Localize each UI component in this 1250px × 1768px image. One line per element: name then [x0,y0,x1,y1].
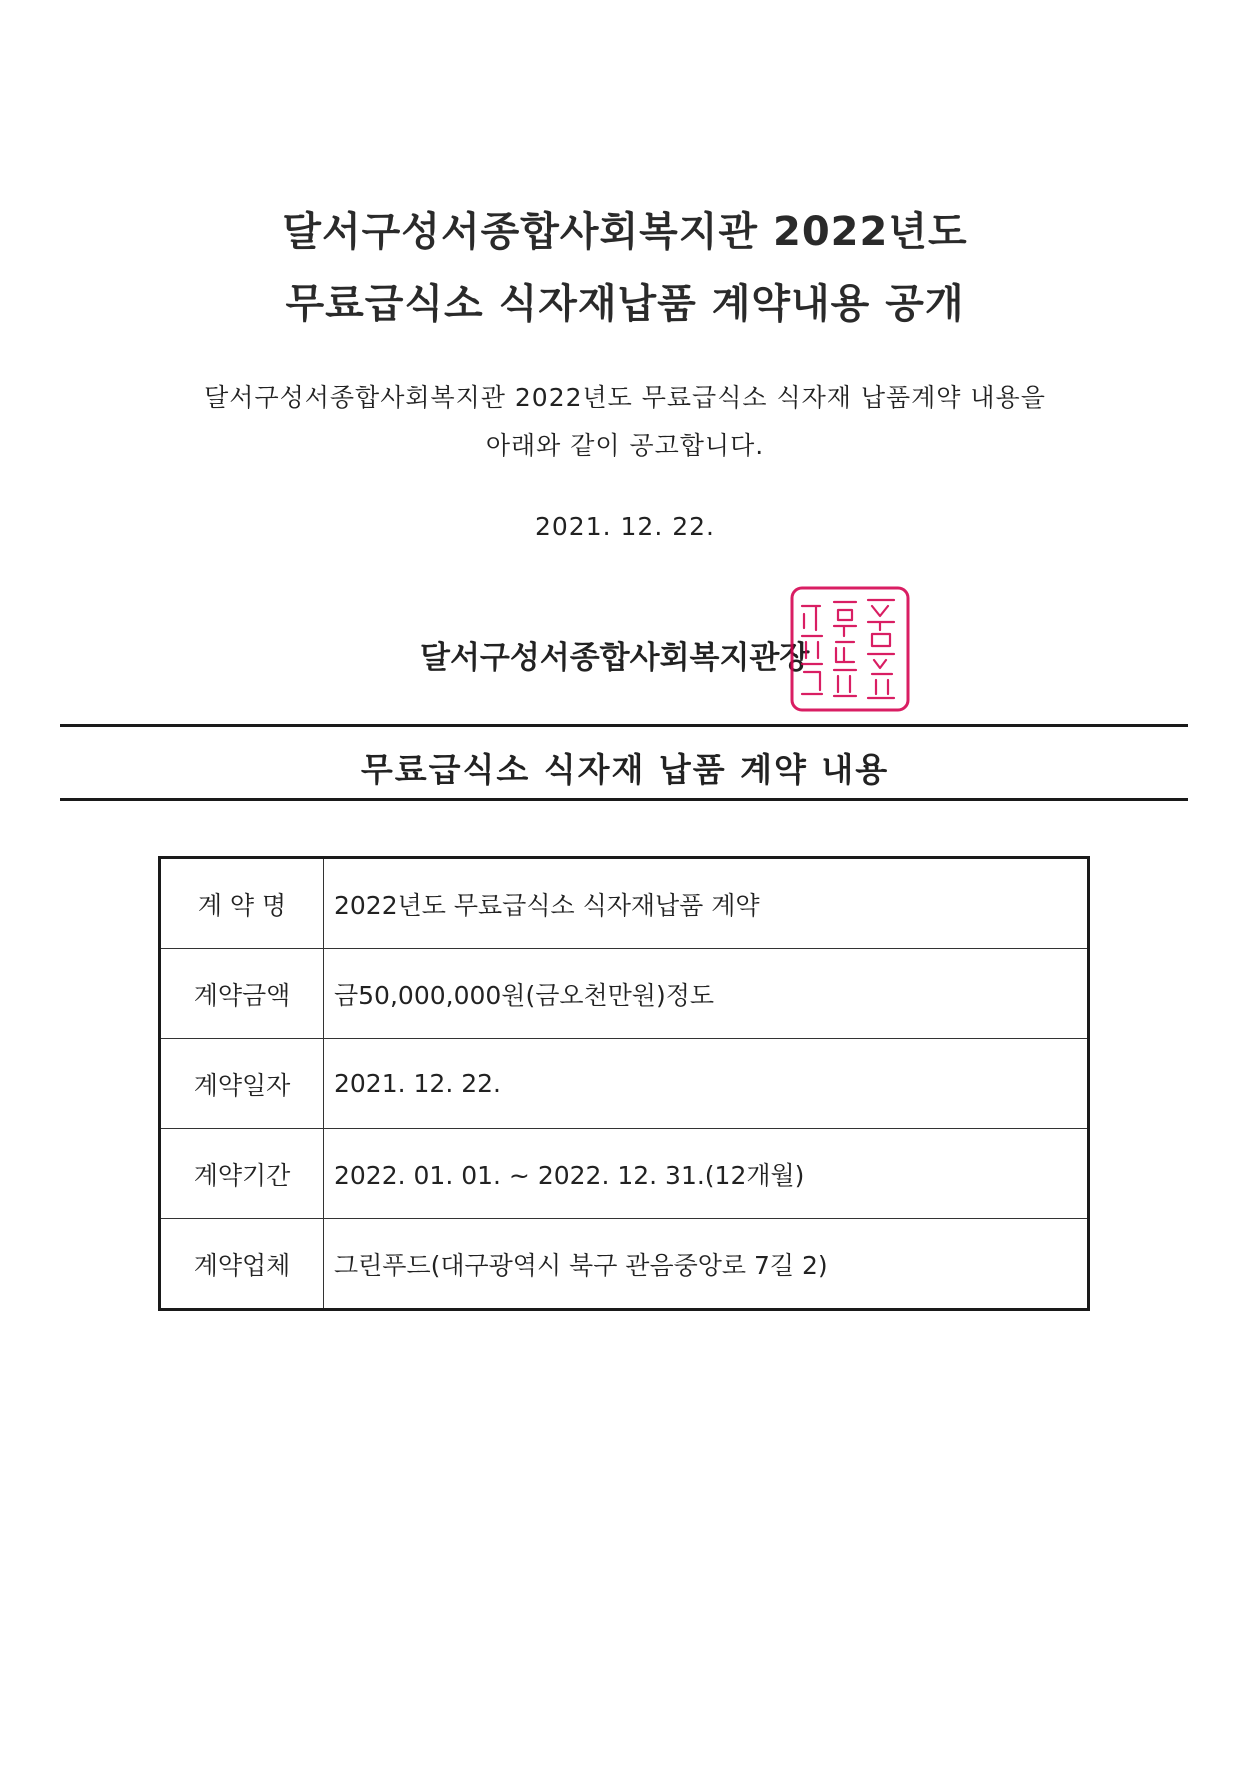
contract-amount-label: 계약금액 [160,949,324,1039]
contract-details-table [158,856,1090,1311]
table-row [160,1039,1089,1129]
signer-name: 달서구성서종합사회복지관장 [420,640,810,676]
table-row [160,858,1089,949]
section-divider-bottom [60,798,1188,801]
contract-period-value: 2022. 01. 01. ~ 2022. 12. 31.(12개월) [324,1129,1089,1219]
official-seal-icon [788,584,912,714]
contractor-value: 그린푸드(대구광역시 북구 관음중앙로 7길 2) [324,1219,1089,1310]
table-row [160,1129,1089,1219]
section-title: 무료급식소 식자재 납품 계약 내용 [360,750,890,789]
section-divider-top [60,724,1188,727]
intro-text-line-2: 아래와 같이 공고합니다. [485,431,765,460]
contract-name-label: 계 약 명 [160,858,324,949]
contractor-label: 계약업체 [160,1219,324,1310]
contract-period-label: 계약기간 [160,1129,324,1219]
contract-date-label: 계약일자 [160,1039,324,1129]
contract-name-value: 2022년도 무료급식소 식자재납품 계약 [324,858,1089,949]
table-row [160,949,1089,1039]
table-row [160,1219,1089,1310]
intro-text-line-1: 달서구성서종합사회복지관 2022년도 무료급식소 식자재 납품계약 내용을 [204,383,1046,412]
contract-amount-value: 금50,000,000원(금오천만원)정도 [324,949,1089,1039]
contract-date-value: 2021. 12. 22. [324,1039,1089,1129]
document-title-line-2: 무료급식소 식자재납품 계약내용 공개 [285,281,965,327]
announcement-date: 2021. 12. 22. [535,512,715,541]
document-title-line-1: 달서구성서종합사회복지관 2022년도 [282,209,968,255]
